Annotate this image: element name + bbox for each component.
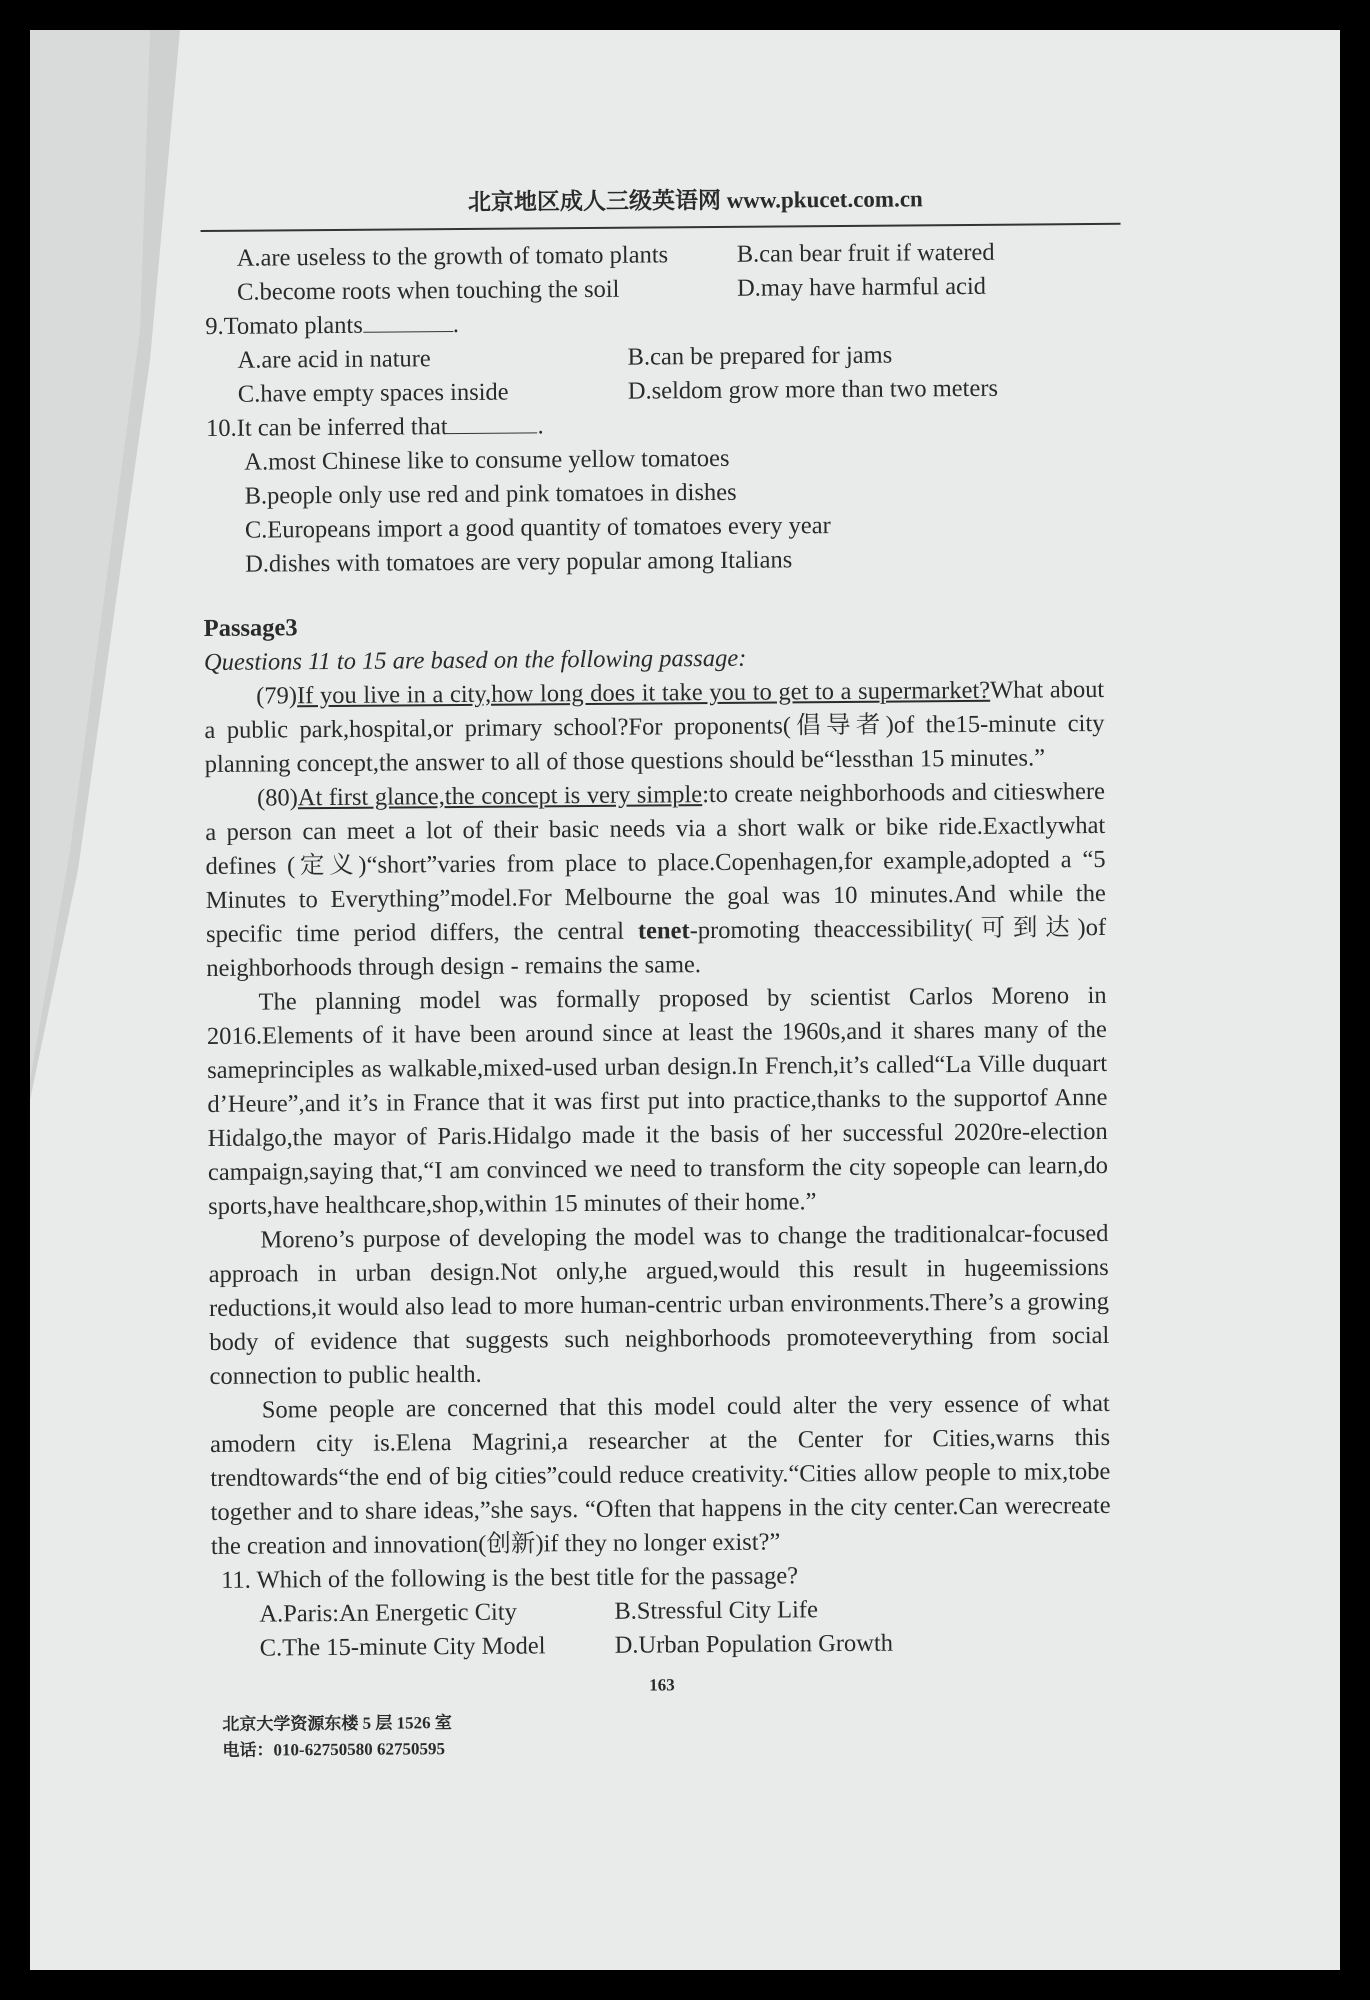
q9-option-d: D.seldom grow more than two meters: [627, 374, 999, 405]
footer-address: 北京大学资源东楼 5 层 1526 室: [222, 1713, 452, 1734]
p1-lead: (79): [256, 682, 298, 710]
q10-option-d: D.dishes with tomatoes are very popular among Italians: [245, 546, 793, 578]
q10-stem: 10.It can be inferred that: [206, 413, 448, 442]
q10-option-a: A.most Chinese like to consume yellow tomatoes: [244, 444, 730, 476]
passage-instructions: Questions 11 to 15 are based on the following passage:: [203, 644, 747, 676]
q11-option-d: D.Urban Population Growth: [614, 1629, 894, 1659]
answer-blank: [363, 309, 453, 333]
p1-rest: What about a public park,hospital,or primary school?For proponents(倡导者)of the15-minute city planning concept,the answer to all of those questions should be“lessthan 15 minutes.”: [204, 675, 1105, 778]
p2-tail: -promoting theaccessibility(可到达)of neighborhoods through design - remains the same.: [206, 913, 1107, 982]
q10-option-b: B.people only use red and pink tomatoes in dishes: [244, 478, 737, 510]
q8-option-d: D.may have harmful acid: [736, 272, 987, 302]
q9-option-a: A.are acid in nature: [237, 345, 431, 374]
q11-option-c: C.The 15-minute City Model: [259, 1632, 546, 1662]
q11-stem: 11. Which of the following is the best title for the passage?: [221, 1562, 799, 1594]
paragraph-4: Moreno’s purpose of developing the model was to change the traditionalcar-focused approach in urban design.Not only,he argued,would this result in hugeemissions reductions,it would also lead to more human-centric urban environments.There’s a growing body of evidence that suggests such neighborhoods promoteeverything from social connection to public health.: [208, 1219, 1110, 1390]
p2-lead: (80): [256, 784, 298, 812]
question-11: [211, 1556, 1192, 1666]
document-page: [200, 152, 1193, 1764]
paragraph-3: The planning model was formally proposed by scientist Carlos Moreno in 2016.Elements of it have been around since at least the 1960s,and it shares many of the sameprinciples as walkable,mixed-used urban design.In French,it’s called“La Ville duquart d’Heure”,and it’s in France that it was first put into practice,thanks to the supportof Anne Hidalgo,the mayor of Paris.Hidalgo made it the basis of her successful 2020re-election campaign,saying that,“I am convinced we need to transform the city sopeople can learn,do sports,have healthcare,shop,within 15 minutes of their home.”: [206, 981, 1109, 1220]
answer-blank: [447, 410, 537, 434]
q9-option-b: B.can be prepared for jams: [627, 341, 893, 371]
q10-option-c: C.Europeans import a good quantity of tomatoes every year: [244, 512, 831, 544]
paragraph-5: Some people are concerned that this model could alter the very essence of what amodern city is.Elena Magrini,a researcher at the Center for Cities,warns this trendtowards“the end of big cities”could reduce creativity.“Cities allow people to mix,tobe together and to share ideas,”she says. “Often that happens in the city center.Can werecreate the creation and innovation(创新)if they no longer exist?”: [209, 1389, 1111, 1560]
p1-underlined-sentence: If you live in a city,how long does it take you to get to a supermarket?: [296, 676, 991, 710]
page-header: 北京地区成人三级英语网 www.pkucet.com.cn: [467, 186, 923, 215]
question-8-options: [201, 234, 1182, 310]
question-10: [202, 404, 1183, 582]
q11-option-b: B.Stressful City Life: [614, 1596, 818, 1625]
footer-phone: 电话：010-62750580 62750595: [222, 1739, 445, 1760]
q9-end: .: [452, 310, 460, 339]
paragraph-2: [205, 775, 1107, 986]
header-rule: [201, 223, 1121, 232]
photo-frame: [30, 30, 1340, 1970]
page-number: 163: [649, 1675, 675, 1695]
p2-underlined-sentence: At first glance,the concept is very simple: [297, 781, 703, 812]
q8-option-b: B.can bear fruit if watered: [736, 238, 995, 268]
passage-title: Passage3: [203, 614, 298, 642]
q11-option-a: A.Paris:An Energetic City: [259, 1598, 517, 1628]
p2-rest: :to create neighborhoods and citieswhere a person can meet a lot of their basic needs via a short walk or bike ride.Exactlywhat defines (定义)“short”varies from place to place.Copenhagen,for example,adopted a “5 Minutes to Everything”model.For Melbourne the goal was 10 minutes.And while the specific time period differs, the central: [205, 777, 1106, 948]
q8-option-a: A.are useless to the growth of tomato plants: [236, 241, 669, 272]
paragraph-1: [204, 673, 1105, 782]
q9-stem: 9.Tomato plants: [205, 311, 363, 340]
p2-bold-word: tenet: [637, 917, 690, 945]
q9-option-c: C.have empty spaces inside: [237, 378, 509, 408]
q10-end: .: [537, 412, 544, 440]
q8-option-c: C.become roots when touching the soil: [236, 275, 620, 306]
question-9: [201, 302, 1182, 412]
page-footer: [212, 1704, 1192, 1764]
